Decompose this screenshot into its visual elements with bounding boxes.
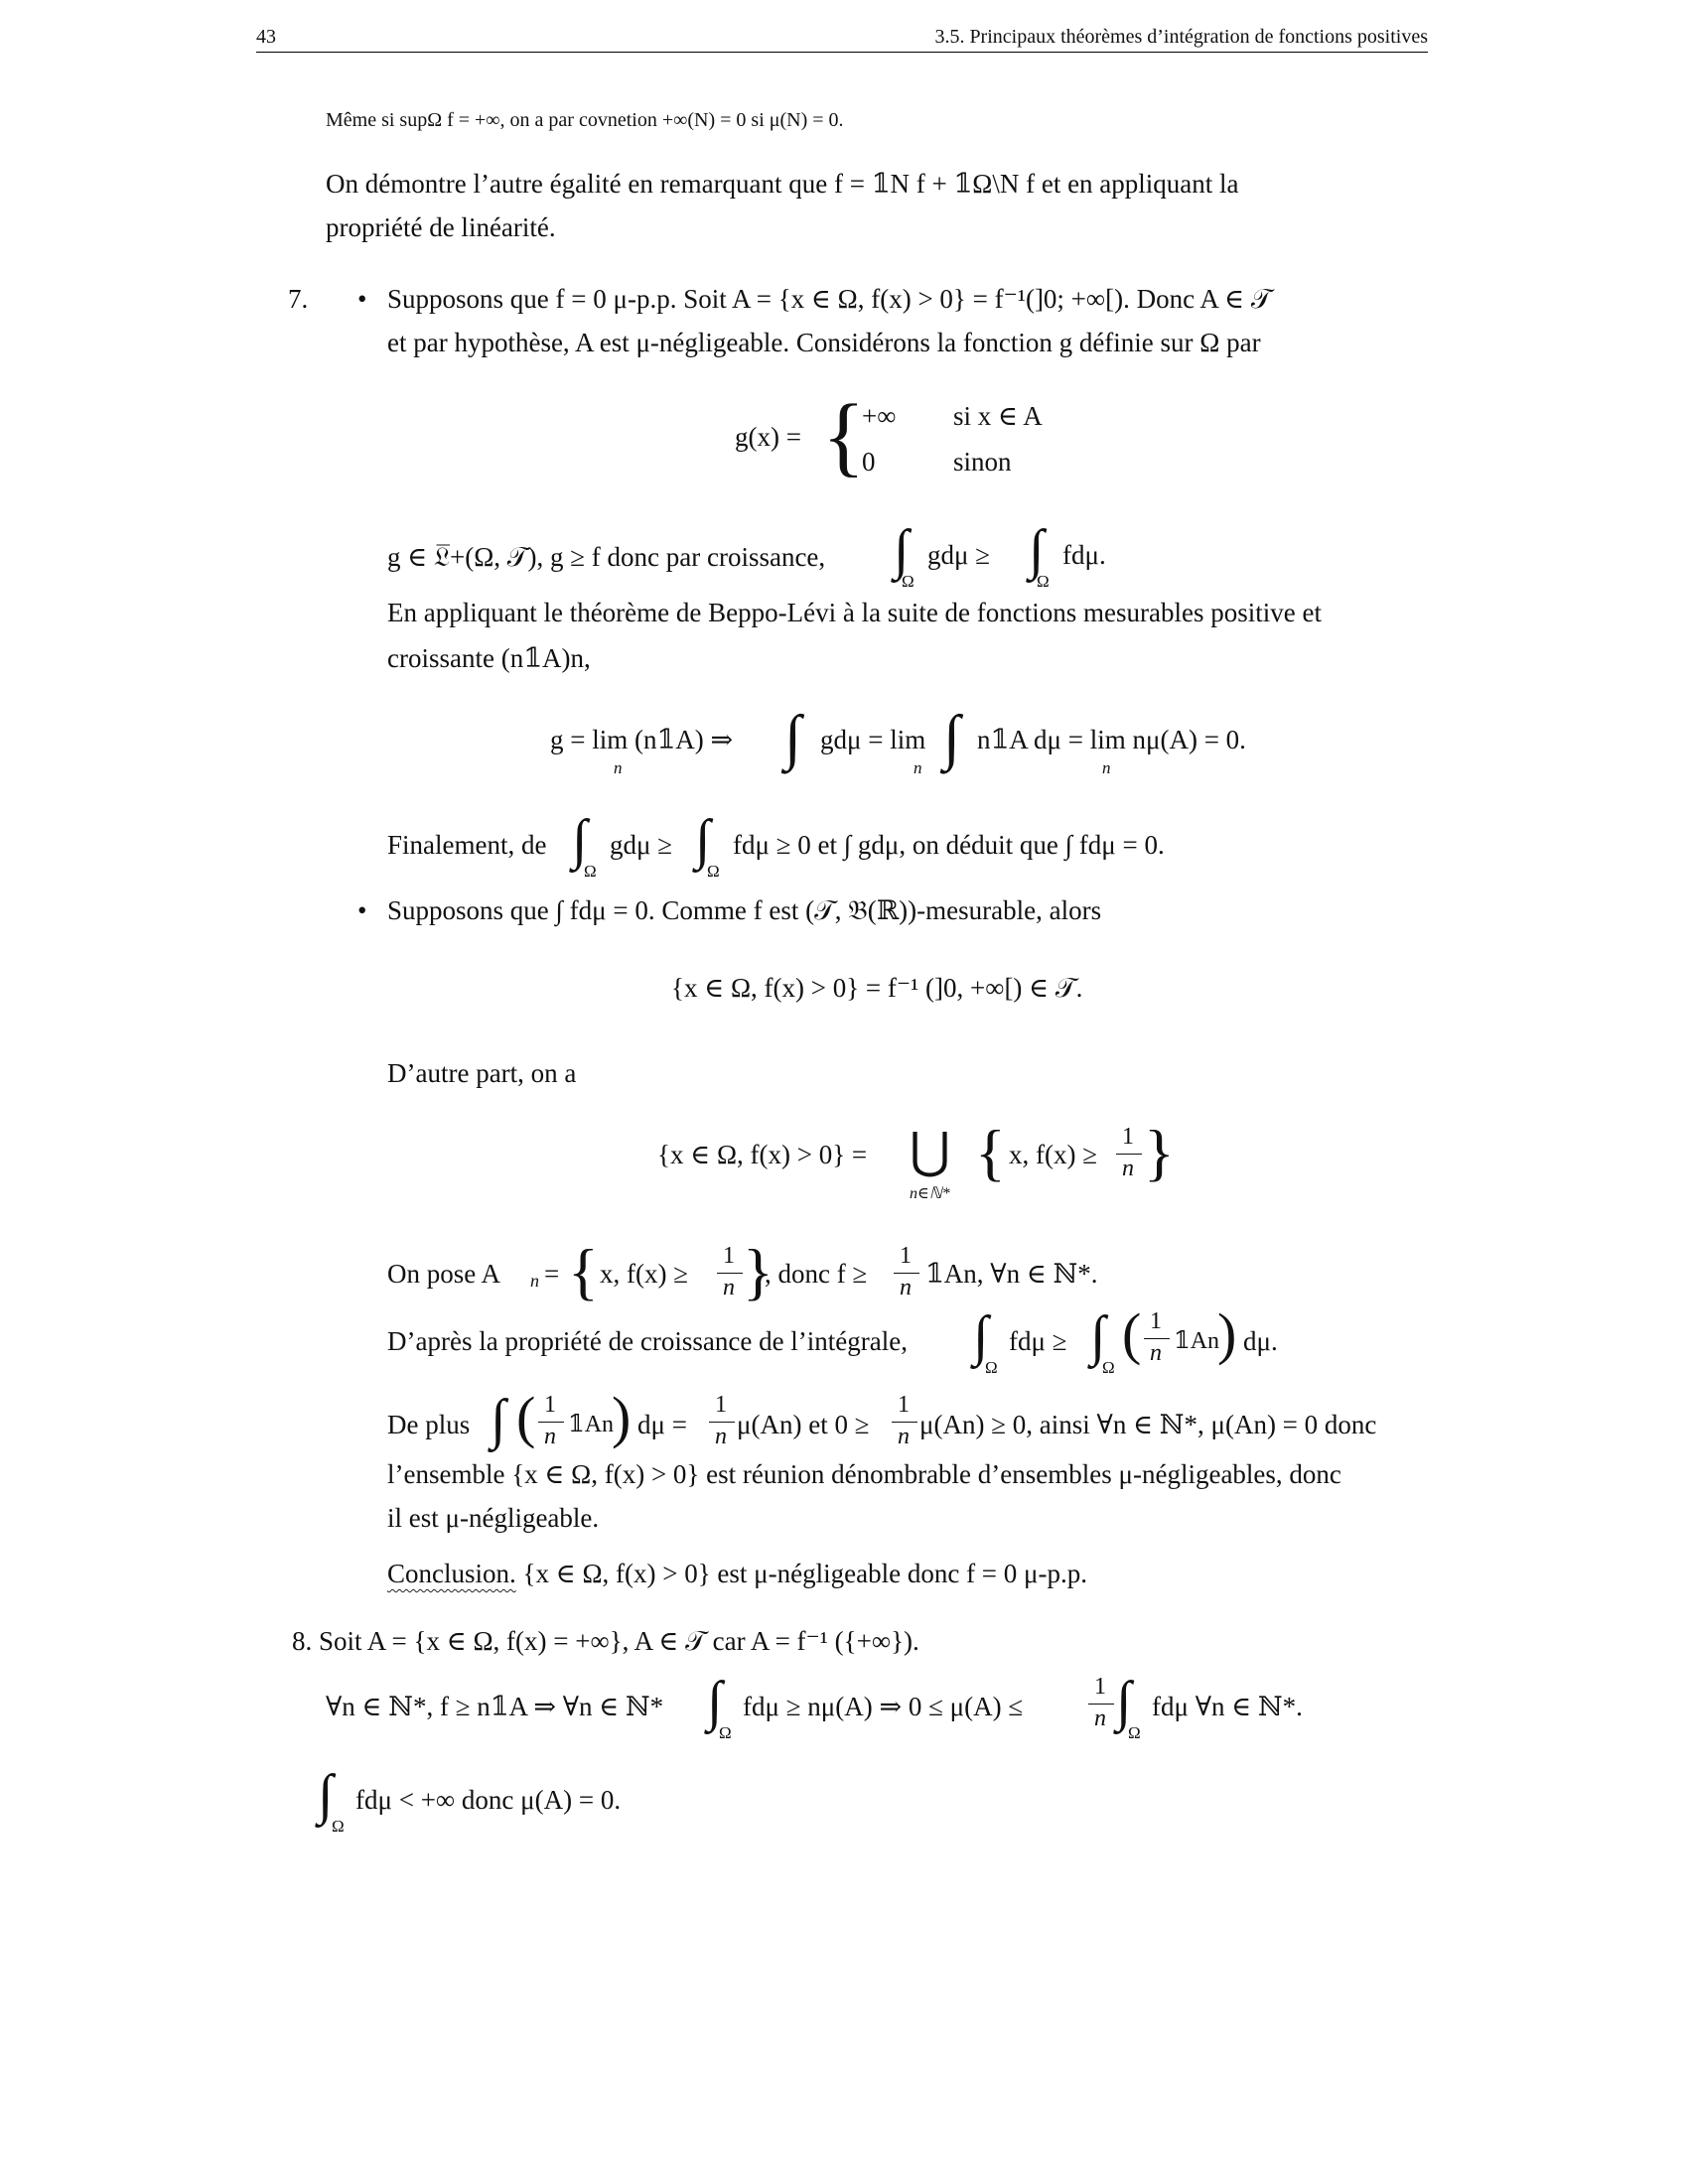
g-case2-val: 0: [862, 447, 876, 477]
frac-den: n: [723, 1275, 735, 1300]
integral-icon: ∫: [894, 519, 910, 581]
item8-line2-a: ∀n ∈ ℕ*, f ≥ n𝟙A ⇒ ∀n ∈ ℕ*: [326, 1692, 664, 1721]
final-b: gdμ ≥: [610, 830, 673, 860]
bullet-icon: •: [357, 895, 367, 925]
integral-icon: ∫: [491, 1389, 506, 1450]
frac-num: 1: [723, 1243, 735, 1269]
left-brace-icon: {: [822, 387, 866, 485]
para1-line1: On démontre l’autre égalité en remarquant que f = 𝟙N f + 𝟙Ω\N f et en appliquant la: [326, 169, 1239, 199]
item8-line1: 8. Soit A = {x ∈ Ω, f(x) = +∞}, A ∈ 𝒯 car A = f⁻¹ ({+∞}).: [292, 1626, 919, 1656]
integral-icon: ∫: [1029, 519, 1045, 581]
right-paren-icon: ): [1217, 1301, 1237, 1366]
growth-tail1: gdμ ≥: [927, 540, 991, 570]
omega-sub: Ω: [985, 1358, 998, 1377]
para1-line2: propriété de linéarité.: [326, 212, 556, 242]
left-paren-icon: (: [516, 1385, 536, 1449]
union-lhs: {x ∈ Ω, f(x) > 0} =: [657, 1140, 868, 1169]
fraction-bar: [892, 1422, 917, 1423]
fraction-bar: [1144, 1338, 1170, 1339]
right-brace-icon: }: [1144, 1117, 1175, 1187]
deplus-a: De plus: [387, 1410, 471, 1439]
section-title: 3.5. Principaux théorèmes d’intégration de fonctions positives: [934, 26, 1428, 48]
deplus-d: μ(An) ≥ 0, ainsi ∀n ∈ ℕ*, μ(An) = 0 donc: [919, 1410, 1377, 1439]
frac-den: n: [1094, 1706, 1106, 1731]
integral-icon: ∫: [695, 809, 711, 871]
running-header: [256, 26, 1428, 53]
conclusion-label: Conclusion.: [387, 1559, 516, 1588]
item8-line3: fdμ < +∞ donc μ(A) = 0.: [355, 1785, 622, 1815]
item-7-number: 7.: [288, 284, 309, 314]
right-paren-icon: ): [612, 1385, 632, 1449]
union-set: x, f(x) ≥: [1009, 1140, 1098, 1169]
fraction-bar: [1088, 1704, 1114, 1705]
left-brace-icon: {: [568, 1236, 599, 1306]
omega-sub: Ω: [332, 1817, 345, 1836]
frac-num: 1: [1150, 1308, 1162, 1334]
g-case1-cond: si x ∈ A: [953, 401, 1043, 431]
frac-num: 1: [715, 1392, 727, 1418]
item8-line2-c: fdμ ∀n ∈ ℕ*.: [1152, 1692, 1303, 1721]
union-icon: ⋃: [910, 1123, 951, 1178]
dapres-a: D’après la propriété de croissance de l’intégrale,: [387, 1326, 908, 1356]
other-part-line: D’autre part, on a: [387, 1058, 577, 1088]
g-case1-val: +∞: [862, 401, 897, 431]
g-def-lhs: g(x) =: [735, 422, 801, 452]
omega-sub: Ω: [719, 1723, 732, 1742]
limit-sub-n: n: [614, 758, 623, 777]
integral-icon: ∫: [973, 1305, 989, 1367]
g-case2-cond: sinon: [953, 447, 1012, 477]
omega-sub: Ω: [584, 862, 597, 881]
limit-eq-a: g = lim (n𝟙A) ⇒: [550, 725, 734, 754]
frac-den: n: [715, 1424, 727, 1449]
integral-icon: ∫: [784, 704, 801, 771]
left-brace-icon: {: [975, 1117, 1006, 1187]
frac-den: n: [898, 1424, 910, 1449]
dapres-b: fdμ ≥: [1009, 1326, 1067, 1356]
omega-sub: Ω: [902, 572, 914, 591]
growth-tail2: fdμ.: [1062, 540, 1106, 570]
ensemble-line2: il est μ-négligeable.: [387, 1503, 600, 1533]
fraction-bar: [538, 1422, 564, 1423]
fraction-bar: [894, 1273, 919, 1274]
item7-b1-line1: Supposons que f = 0 μ-p.p. Soit A = {x ∈ Ω, f(x) > 0} = f⁻¹(]0; +∞[). Donc A ∈ 𝒯: [387, 284, 1272, 314]
integral-icon: ∫: [1116, 1671, 1132, 1732]
beppo-line2: croissante (n𝟙A)n,: [387, 643, 591, 673]
integral-icon: ∫: [572, 809, 588, 871]
frac-num: 1: [544, 1392, 556, 1418]
item7-b1-line2: et par hypothèse, A est μ-négligeable. Considérons la fonction g définie sur Ω par: [387, 328, 1261, 357]
indicator-An: 𝟙An: [1174, 1328, 1220, 1354]
note-line: Même si supΩ f = +∞, on a par covnetion +∞(N) = 0 si μ(N) = 0.: [326, 109, 844, 131]
limit-sub-n: n: [914, 758, 922, 777]
pose-d: 𝟙An, ∀n ∈ ℕ*.: [925, 1259, 1098, 1289]
omega-sub: Ω: [1128, 1723, 1141, 1742]
integral-icon: ∫: [1090, 1305, 1106, 1367]
indicator-An: 𝟙An: [568, 1412, 615, 1437]
pose-a: On pose A: [387, 1259, 500, 1289]
integral-icon: ∫: [943, 704, 960, 771]
set-equation: {x ∈ Ω, f(x) > 0} = f⁻¹ (]0, +∞[) ∈ 𝒯.: [671, 973, 1083, 1003]
final-a: Finalement, de: [387, 830, 547, 860]
pose-c: , donc f ≥: [765, 1259, 868, 1289]
dapres-c: dμ.: [1243, 1326, 1278, 1356]
pose-b: x, f(x) ≥: [600, 1259, 689, 1289]
page-number: 43: [256, 26, 276, 48]
final-c: fdμ ≥ 0 et ∫ gdμ, on déduit que ∫ fdμ = 0.: [733, 830, 1165, 860]
frac-num: 1: [900, 1243, 912, 1269]
union-index: n∈ℕ*: [910, 1185, 950, 1202]
frac-den: n: [900, 1275, 912, 1300]
limit-eq-c: n𝟙A dμ = lim nμ(A) = 0.: [977, 725, 1246, 754]
conclusion: [387, 1557, 1087, 1590]
conclusion-text: {x ∈ Ω, f(x) > 0} est μ-négligeable donc f = 0 μ-p.p.: [515, 1559, 1088, 1588]
integral-icon: ∫: [707, 1671, 723, 1732]
frac-den: n: [544, 1424, 556, 1449]
growth-line: g ∈ 𝔏̅+(Ω, 𝒯), g ≥ f donc par croissance,: [387, 542, 826, 572]
fraction-bar: [709, 1422, 735, 1423]
document-page: 43 3.5. Principaux théorèmes d’intégration de fonctions positives Même si supΩ f = +∞, on a par covnetion +∞(N) = 0 si μ(N) = 0. On démontre l’autre égalité en remarquant que f = 𝟙N f + 𝟙Ω\N f et en appliquant la propriété de linéarité. 7. • Supposons que f = 0 μ-p.p. Soit A = {x ∈ Ω, f(x) > 0} = f⁻¹(]0; +∞[). Donc A ∈ 𝒯 et par hypothèse, A est μ-négligeable. Considérons la fonction g définie sur Ω par g(x) = { +∞ si x ∈ A 0 sinon g ∈ 𝔏̅+(Ω, 𝒯), g ≥ f donc par croissance, ∫ Ω gdμ ≥ ∫ Ω fdμ. En appliquant le théorème de Beppo-Lévi à la suite de fonctions mesurables positive et croissante (n𝟙A)n, g = lim (n𝟙A) ⇒ n ∫ gdμ = lim n ∫ n𝟙A dμ = lim nμ(A) = 0. n Finalement, de ∫ Ω gdμ ≥ ∫ Ω fdμ ≥ 0 et ∫ gdμ, on déduit que ∫ fdμ = 0. • Supposons que ∫ fdμ = 0. Comme f est (𝒯, 𝔅(ℝ))-mesurable, alors {x ∈ Ω, f(x) > 0} = f⁻¹ (]0, +∞[) ∈ 𝒯. D’autre part, on a {x ∈ Ω, f(x) > 0} = ⋃ n∈ℕ* { x, f(x) ≥ 1 n } On pose A n = { x, f(x) ≥ 1 n } , donc f ≥ 1 n 𝟙An, ∀n ∈ ℕ*. D’après la propriété de croissance de l’intégrale, ∫ Ω fdμ ≥ ∫ Ω ( 1 n 𝟙An ) dμ. De plus ∫ ( 1 n 𝟙An ) dμ = 1 n μ(An) et 0 ≥ 1 n μ(An) ≥ 0, ainsi ∀n ∈ ℕ*, μ(An) = 0 donc l’ensemble {x ∈ Ω, f(x) > 0} est réunion dénombrable d’ensembles μ-négligeables, donc il est μ-négligeable. Conclusion. {x ∈ Ω, f(x) > 0} est μ-négligeable donc f = 0 μ-p.p. 8. Soit A = {x ∈ Ω, f(x) = +∞}, A ∈ 𝒯 car A = f⁻¹ ({+∞}). ∀n ∈ ℕ*, f ≥ n𝟙A ⇒ ∀n ∈ ℕ* ∫ Ω fdμ ≥ nμ(A) ⇒ 0 ≤ μ(A) ≤ 1 n ∫ Ω fdμ ∀n ∈ ℕ*. ∫ Ω fdμ < +∞ donc μ(A) = 0.: [256, 26, 1428, 1836]
left-paren-icon: (: [1122, 1301, 1142, 1366]
frac-num: 1: [1122, 1124, 1134, 1150]
frac-num: 1: [898, 1392, 910, 1418]
item8-line2-b: fdμ ≥ nμ(A) ⇒ 0 ≤ μ(A) ≤: [743, 1692, 1024, 1721]
bullet-icon: •: [357, 284, 367, 314]
omega-sub: Ω: [1037, 572, 1050, 591]
limit-eq-b: gdμ = lim: [820, 725, 926, 754]
frac-den: n: [1150, 1340, 1162, 1366]
integral-icon: ∫: [318, 1764, 334, 1826]
frac-den: n: [1122, 1156, 1134, 1181]
omega-sub: Ω: [707, 862, 720, 881]
beppo-line1: En appliquant le théorème de Beppo-Lévi à la suite de fonctions mesurables positive et: [387, 598, 1322, 627]
deplus-b: dμ =: [637, 1410, 687, 1439]
deplus-c: μ(An) et 0 ≥: [737, 1410, 870, 1439]
limit-sub-n: n: [1102, 758, 1111, 777]
fraction-bar: [1116, 1154, 1142, 1155]
ensemble-line1: l’ensemble {x ∈ Ω, f(x) > 0} est réunion dénombrable d’ensembles μ-négligeables, donc: [387, 1459, 1341, 1489]
item7-b2-line1: Supposons que ∫ fdμ = 0. Comme f est (𝒯, 𝔅(ℝ))-mesurable, alors: [387, 895, 1102, 925]
frac-num: 1: [1094, 1674, 1106, 1700]
omega-sub: Ω: [1102, 1358, 1115, 1377]
right-brace-icon: }: [743, 1236, 774, 1306]
fraction-bar: [717, 1273, 743, 1274]
